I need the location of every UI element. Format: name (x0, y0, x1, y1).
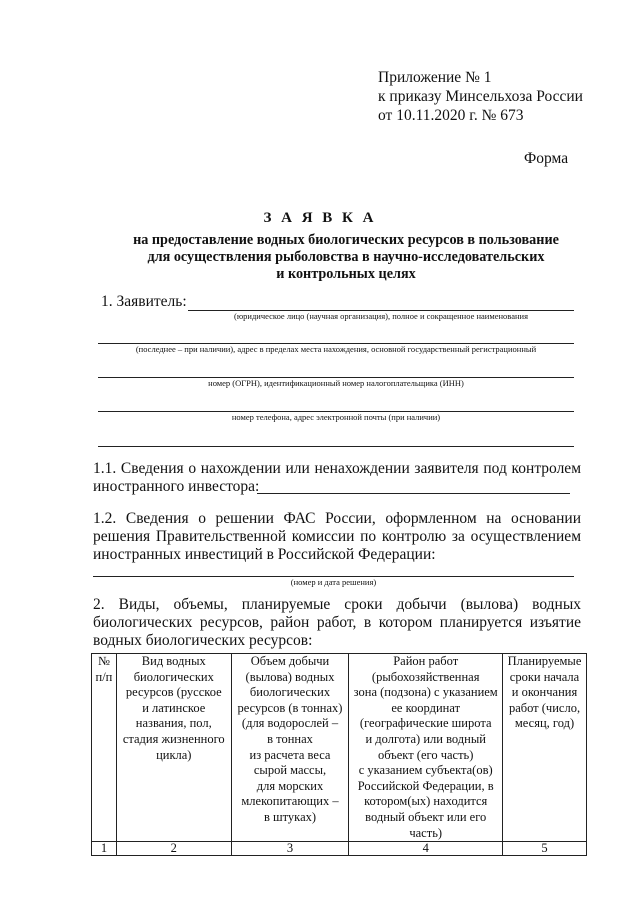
section-2-line-2: биологических ресурсов, район работ, в котором планируется изъятие (93, 614, 581, 631)
column-number-5: 5 (503, 842, 587, 856)
applicant-caption-4: номер телефона, адрес электронной почты (при наличии) (231, 412, 441, 422)
table-header-row (92, 654, 587, 842)
subtitle-line-2: для осуществления рыболовства в научно-исследовательских (147, 249, 545, 265)
applicant-caption-3: номер (ОГРН), идентификационный номер налогоплательщика (ИНН) (208, 378, 464, 388)
column-number-2: 2 (116, 842, 231, 856)
section-1-2-line-2: решения Правительственной комиссии по контролю за осуществлением (93, 528, 581, 545)
section-2-line-1: 2. Виды, объемы, планируемые сроки добычи (вылова) водных (93, 596, 581, 613)
form-label: Форма (524, 150, 569, 167)
section-1-2 (93, 510, 581, 564)
appendix-line-1: Приложение № 1 (378, 69, 492, 86)
header-cell-dates: Планируемые сроки начала и окончания работ (число, месяц, год) (503, 654, 587, 842)
appendix-line-3: от 10.11.2020 г. № 673 (378, 107, 524, 124)
document-title: З А Я В К А (263, 210, 377, 226)
resources-table (91, 653, 587, 856)
subtitle-line-1: на предоставление водных биологических ресурсов в пользование (133, 232, 559, 248)
section-1-2-line-3: иностранных инвестиций в Российской Федерации: (93, 546, 436, 563)
section-1-2-line-1: 1.2. Сведения о решении ФАС России, оформленном на основании (93, 510, 581, 527)
applicant-label: 1. Заявитель: (101, 293, 187, 310)
foreign-investor-field[interactable] (257, 493, 570, 494)
header-cell-number: № п/п (92, 654, 117, 842)
section-1-1-line-2: иностранного инвестора: (93, 478, 260, 495)
column-number-3: 3 (231, 842, 349, 856)
applicant-extra-field[interactable] (98, 446, 574, 447)
appendix-line-2: к приказу Минсельхоза России (378, 88, 583, 105)
section-1-1-line-1: 1.1. Сведения о нахождении или ненахождении заявителя под контролем (93, 460, 581, 477)
column-number-1: 1 (92, 842, 117, 856)
header-cell-species: Вид водных биологических ресурсов (русское и латинское названия, пол, стадия жизненного цикла) (116, 654, 231, 842)
header-cell-volume: Объем добычи (вылова) водных биологических ресурсов (в тоннах) (для водорослей – в тоннах из расчета веса сырой массы, для морских млекопитающих – в штуках) (231, 654, 349, 842)
appendix-block (378, 68, 583, 125)
document-subtitle (96, 232, 596, 283)
header-cell-area: Район работ (рыбохозяйственная зона (подзона) с указанием ее координат (географические широта и долгота) или водный объект (его часть) с указанием субъекта(ов) Российской Федерации, в котором(ых) находится водный объект или его часть) (349, 654, 503, 842)
fas-decision-caption: (номер и дата решения) (290, 577, 377, 587)
table-row (92, 842, 587, 856)
applicant-caption-1: (юридическое лицо (научная организация), полное и сокращенное наименования (234, 311, 528, 321)
subtitle-line-3: и контрольных целях (276, 266, 416, 282)
section-2-line-3: водных биологических ресурсов: (93, 632, 313, 649)
section-1-1 (93, 460, 581, 496)
applicant-caption-2: (последнее – при наличии), адрес в пределах места нахождения, основной государственный регистрационный (135, 344, 537, 354)
column-number-4: 4 (349, 842, 503, 856)
section-2 (93, 596, 581, 650)
